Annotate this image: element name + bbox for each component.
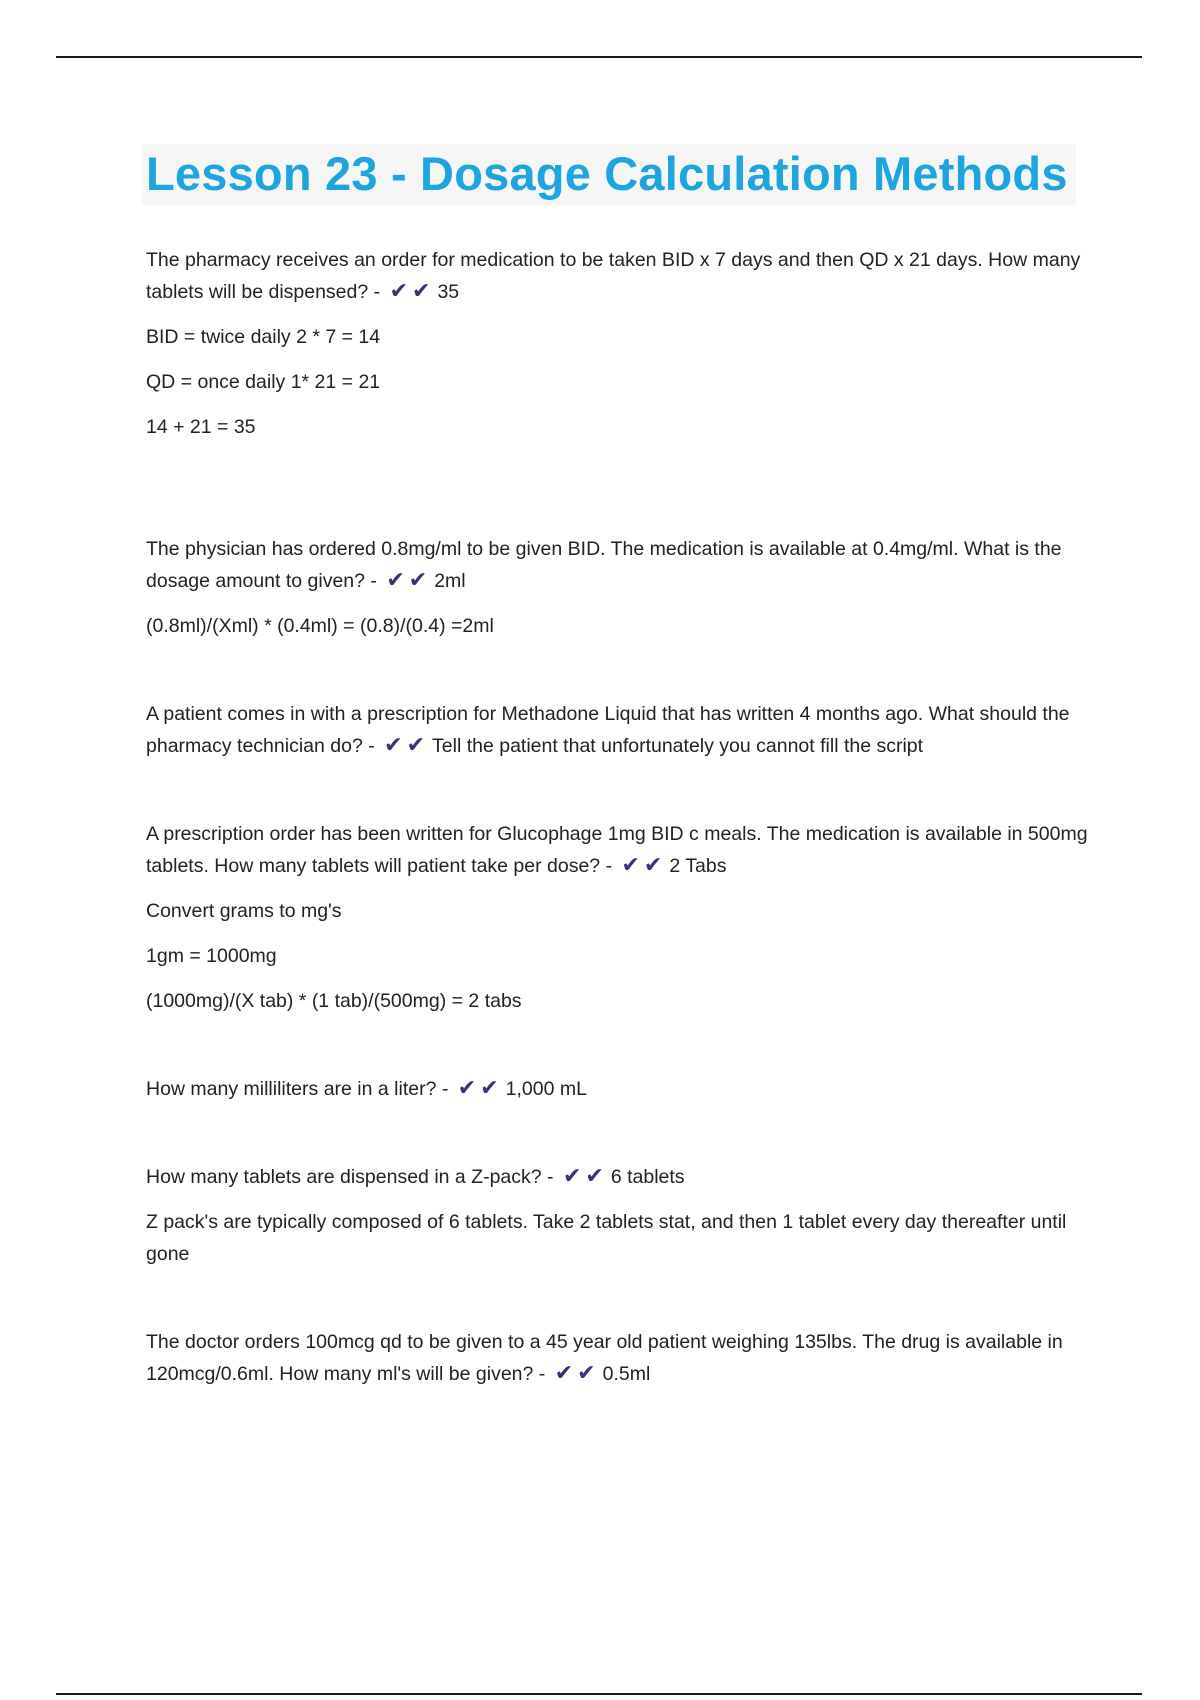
qa-item — [146, 1161, 1096, 1270]
answer-text: 1,000 mL — [505, 1078, 587, 1100]
top-rule — [56, 56, 1142, 58]
double-checkmark-icon: ✔✔ — [457, 1076, 503, 1101]
question-text: A prescription order has been written for Glucophage 1mg BID c meals. The medication is available in 500mg tablets. How many tablets will patient take per dose? - — [146, 823, 1088, 877]
answer-text: 35 — [437, 281, 460, 303]
answer-text: Tell the patient that unfortunately you cannot fill the script — [432, 735, 924, 757]
qa-item — [146, 1073, 1096, 1105]
qa-item — [146, 1326, 1096, 1390]
note-line: QD = once daily 1* 21 = 21 — [146, 371, 381, 393]
qa-item — [146, 533, 1096, 642]
question-text: How many milliliters are in a liter? - — [146, 1078, 449, 1100]
note-line: 14 + 21 = 35 — [146, 416, 256, 438]
note-line: Z pack's are typically composed of 6 tablets. Take 2 tablets stat, and then 1 tablet every day thereafter until gone — [146, 1211, 1067, 1265]
spacer — [146, 1270, 1096, 1326]
question-text: The pharmacy receives an order for medication to be taken BID x 7 days and then QD x 21 days. How many tablets will be dispensed? - — [146, 249, 1081, 303]
question-text: The doctor orders 100mcg qd to be given to a 45 year old patient weighing 135lbs. The drug is available in 120mcg/0.6ml. How many ml's will be given? - — [146, 1331, 1063, 1385]
note-line: BID = twice daily 2 * 7 = 14 — [146, 326, 381, 348]
page-title: Lesson 23 - Dosage Calculation Methods — [146, 147, 1068, 200]
answer-text: 2ml — [434, 570, 466, 592]
spacer — [146, 642, 1096, 698]
note-line: (0.8ml)/(Xml) * (0.4ml) = (0.8)/(0.4) =2ml — [146, 615, 494, 637]
question-text: A patient comes in with a prescription for Methadone Liquid that has written 4 months ago. What should the pharmacy technician do? - — [146, 703, 1070, 757]
title-block — [142, 144, 1076, 205]
question-text: How many tablets are dispensed in a Z-pack? - — [146, 1166, 554, 1188]
spacer — [146, 762, 1096, 818]
note-line: (1000mg)/(X tab) * (1 tab)/(500mg) = 2 tabs — [146, 990, 522, 1012]
double-checkmark-icon: ✔✔ — [621, 853, 667, 878]
answer-text: 6 tablets — [610, 1166, 685, 1188]
qa-item — [146, 244, 1096, 443]
note-line: Convert grams to mg's — [146, 900, 342, 922]
bottom-rule — [56, 1693, 1142, 1695]
double-checkmark-icon: ✔✔ — [384, 733, 430, 758]
question-text: The physician has ordered 0.8mg/ml to be given BID. The medication is available at 0.4mg/ml. What is the dosage amount to given? - — [146, 538, 1062, 592]
spacer — [146, 443, 1096, 533]
double-checkmark-icon: ✔✔ — [389, 279, 435, 304]
spacer — [146, 1017, 1096, 1073]
double-checkmark-icon: ✔✔ — [562, 1164, 608, 1189]
answer-text: 0.5ml — [602, 1363, 651, 1385]
qa-item — [146, 818, 1096, 1017]
qa-list — [146, 244, 1096, 1390]
answer-text: 2 Tabs — [669, 855, 727, 877]
double-checkmark-icon: ✔✔ — [554, 1361, 600, 1386]
double-checkmark-icon: ✔✔ — [386, 568, 432, 593]
spacer — [146, 1105, 1096, 1161]
qa-item — [146, 698, 1096, 762]
note-line: 1gm = 1000mg — [146, 945, 277, 967]
